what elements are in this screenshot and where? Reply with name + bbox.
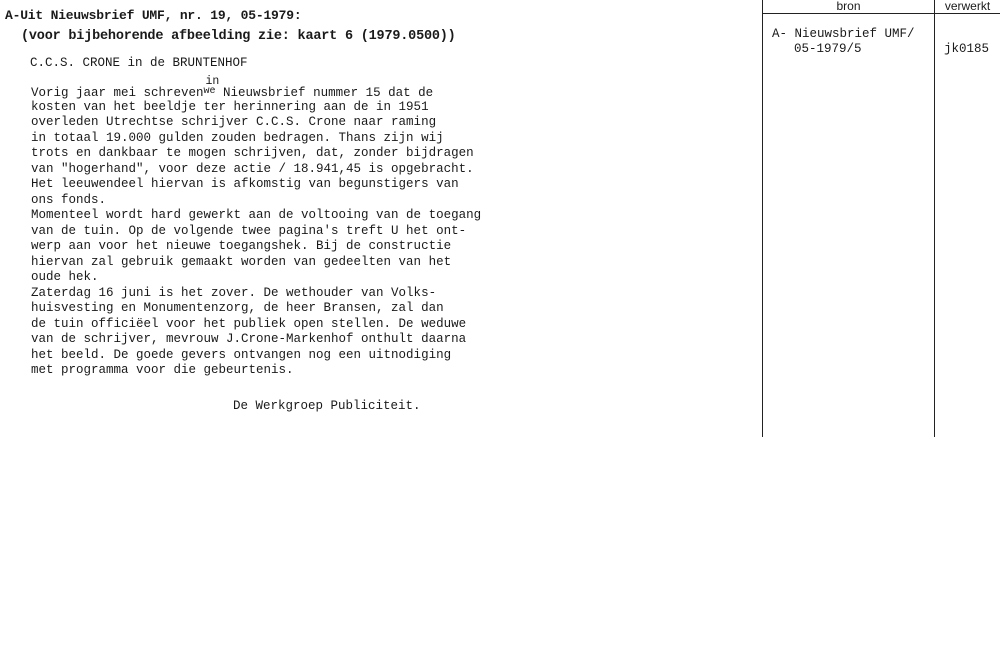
body-line: ons fonds.: [31, 192, 107, 207]
body-line: in totaal 19.000 gulden zouden bedragen. Thans zijn wij: [31, 130, 444, 145]
inserted-word-in: in: [205, 75, 220, 88]
body-line: oude hek.: [31, 270, 99, 284]
card-heading: A-Uit Nieuwsbrief UMF, nr. 19, 05-1979:: [5, 8, 302, 23]
inserted-word-we: we: [203, 86, 216, 97]
article-body: [31, 75, 501, 379]
body-line: Momenteel wordt hard gewerkt aan de voltooing van de toegang: [31, 208, 482, 222]
body-line: de tuin officiëel voor het publiek open stellen. De weduwe: [31, 316, 467, 331]
bron-line-1: A- Nieuwsbrief UMF/: [772, 27, 915, 41]
body-line: van de tuin. Op de volgende twee pagina's treft U het ont-: [31, 223, 467, 238]
body-line: kosten van het beeldje ter herinnering aan de in 1951: [31, 99, 429, 114]
article-title: C.C.S. CRONE in de BRUNTENHOF: [30, 56, 248, 70]
verwerkt-cell: jk0185: [944, 42, 990, 56]
bron-line-2: 05-1979/5: [794, 42, 862, 56]
table-divider-left: [762, 0, 763, 437]
column-header-bron: bron: [836, 0, 861, 13]
table-divider-right: [934, 0, 935, 437]
body-line: Zaterdag 16 juni is het zover. De wethouder van Volks-: [31, 285, 437, 300]
bron-cell: [772, 27, 915, 57]
body-line: overleden Utrechtse schrijver C.C.S. Crone naar raming: [31, 115, 437, 129]
body-line-end: Nieuwsbrief nummer 15 dat de: [215, 86, 434, 100]
body-line: [31, 75, 501, 100]
inserted-word-group: [203, 75, 220, 100]
body-line: werp aan voor het nieuwe toegangshek. Bij de constructie: [31, 239, 452, 253]
body-line: hiervan zal gebruik gemaakt worden van gedeelten van het: [31, 254, 452, 269]
body-line: met programma voor die gebeurtenis.: [31, 363, 294, 377]
body-line: huisvesting en Monumentenzorg, de heer Bransen, zal dan: [31, 301, 444, 315]
body-line: van "hogerhand", voor deze actie / 18.941,45 is opgebracht.: [31, 161, 474, 176]
body-line: trots en dankbaar te mogen schrijven, dat, zonder bijdragen: [31, 146, 474, 160]
body-line: het beeld. De goede gevers ontvangen nog een uitnodiging: [31, 347, 452, 362]
card-reference: (voor bijbehorende afbeelding zie: kaart 6 (1979.0500)): [21, 29, 456, 44]
table-header-rule: [762, 13, 1000, 14]
column-header-verwerkt: verwerkt: [944, 0, 991, 13]
signature: De Werkgroep Publiciteit.: [233, 399, 421, 413]
body-line-start: Vorig jaar mei schreven: [31, 86, 204, 100]
body-line: Het leeuwendeel hiervan is afkomstig van begunstigers van: [31, 177, 459, 191]
body-line: van de schrijver, mevrouw J.Crone-Markenhof onthult daarna: [31, 332, 467, 346]
